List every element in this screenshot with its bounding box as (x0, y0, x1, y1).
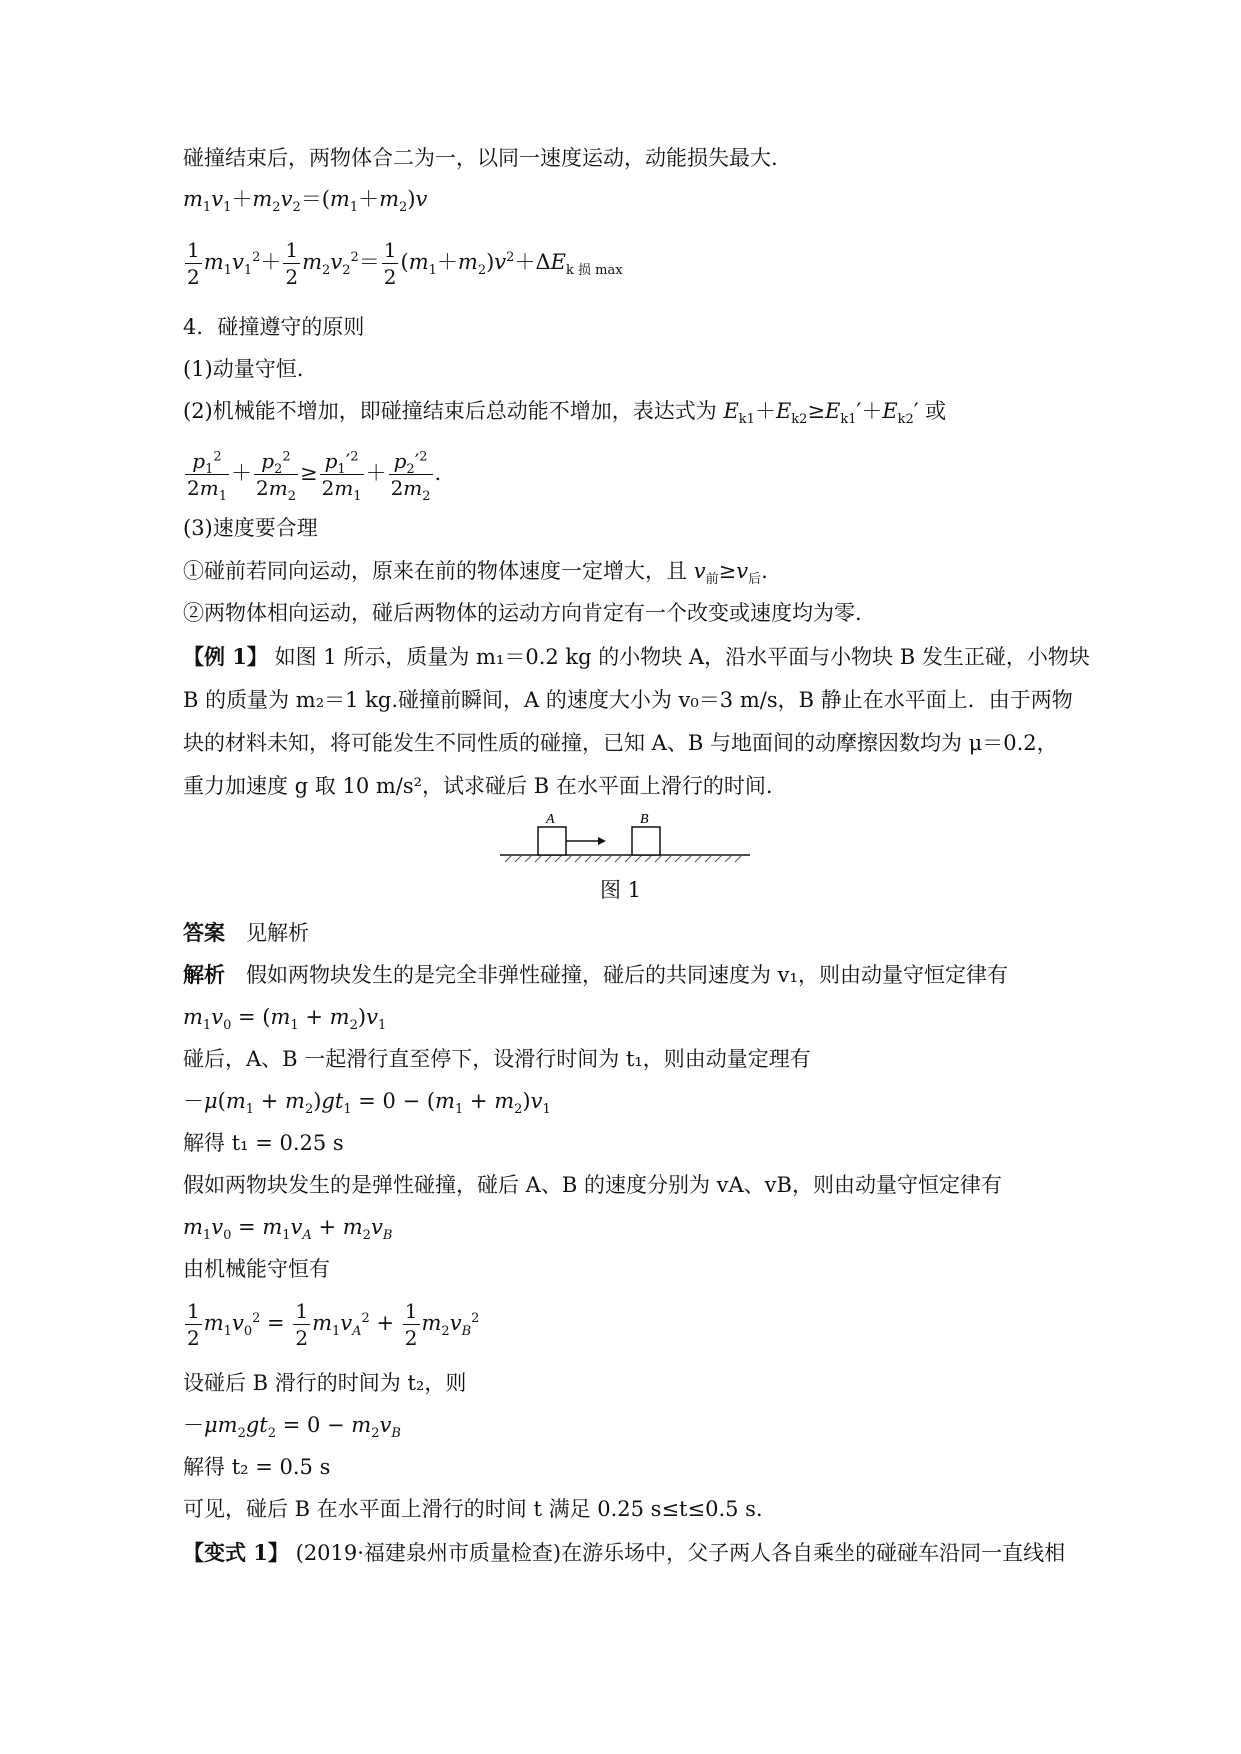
text-line: (2)机械能不增加，即碰撞结束后总动能不增加，表达式为 $E_{k1}+E_{k2}\ge E_{k1}'+E_{k2}'$ 或 (183, 399, 947, 428)
text-line: (3)速度要合理 (183, 516, 318, 540)
block-a-label: A (546, 812, 555, 827)
text-line: ②两物体相向运动，碰后两物体的运动方向肯定有一个改变或速度均为零. (183, 601, 862, 625)
example-line: 块的材料未知，将可能发生不同性质的碰撞，已知 A、B 与地面间的动摩擦因数均为 μ＝0.2， (183, 731, 1058, 755)
section-heading: 4．碰撞遵守的原则 (183, 315, 365, 339)
solution-line: 由机械能守恒有 (183, 1257, 330, 1281)
equation-line: $m_1v_0 = m_1v_A + m_2v_B$ (183, 1215, 393, 1244)
block-a (538, 827, 566, 855)
solution-line: 解得 t₁ = 0.25 s (183, 1131, 344, 1155)
equation-line: $-\mu m_2gt_2 = 0 - m_2v_B$ (183, 1413, 401, 1442)
solution-line: 假如两物块发生的是弹性碰撞，碰后 A、B 的速度分别为 vA、vB，则由动量守恒定律有 (183, 1173, 1002, 1197)
answer-line: 答案 见解析 (183, 920, 309, 945)
variant-line: 【变式 1】 (2019·福建泉州市质量检查)在游乐场中，父子两人各自乘坐的碰碰车沿同一直线相 (183, 1540, 1066, 1565)
text-line: 碰撞结束后，两物体合二为一，以同一速度运动，动能损失最大. (183, 146, 778, 170)
text-line: ①碰前若同向运动，原来在前的物体速度一定增大，且 $v_前\ge v_后$. (183, 559, 768, 588)
example-line: B 的质量为 m₂＝1 kg.碰撞前瞬间，A 的速度大小为 v₀＝3 m/s，B 静止在水平面上．由于两物 (183, 688, 1073, 712)
example-label: 【例 1】 (183, 644, 268, 669)
text-line: (1)动量守恒. (183, 357, 304, 381)
figure-caption: 图 1 (600, 878, 642, 902)
equation-energy-elastic: $\frac{1}{2}$ $m_1v_0^2$ = $\frac{1}{2}$ $m_1v_A^2$ + $\frac{1}{2}$ $m_2v_B^2$ (187, 1299, 480, 1350)
block-b (632, 827, 660, 855)
solution-line: 碰后，A、B 一起滑行直至停下，设滑行时间为 t₁，则由动量定理有 (183, 1047, 811, 1071)
block-b-label: B (640, 812, 649, 827)
solution-line: 解得 t₂ = 0.5 s (183, 1455, 331, 1479)
solution-line: 可见，碰后 B 在水平面上滑行的时间 t 满足 0.25 s≤t≤0.5 s. (183, 1497, 763, 1521)
equation-line: $-\mu(m_1 + m_2)gt_1 = 0 - (m_1 + m_2)v_1$ (183, 1089, 551, 1118)
equation-fraction: $\frac{p_1^2}{2m_1}$ ＋ $\frac{p_2^2}{2m_2}$ ≥ $\frac{p_1'^2}{2m_1}$ ＋ $\frac{p_2'^2}{2m_2}$ . (187, 449, 442, 504)
example-line: 重力加速度 g 取 10 m/s²，试求碰后 B 在水平面上滑行的时间. (183, 774, 773, 798)
example-line: 【例 1】 如图 1 所示，质量为 m₁＝0.2 kg 的小物块 A，沿水平面与小物块 B 发生正碰，小物块 (183, 644, 1090, 669)
equation-energy: $\frac{1}{2}$ $m_1v_1^2+$ $\frac{1}{2}$ $m_2v_2^2=$ $\frac{1}{2}$ $(m_1+m_2)v^2+\Delta E_{k 损 max}$ (187, 238, 623, 289)
equation-momentum: $m_1v_1+m_2v_2=(m_1+m_2)v$ (183, 187, 428, 216)
equation-line: $m_1v_0 = (m_1 + m_2)v_1$ (183, 1005, 387, 1034)
figure-blocks (500, 805, 750, 865)
solution-line: 解析 假如两物块发生的是完全非弹性碰撞，碰后的共同速度为 v₁，则由动量守恒定律有 (183, 962, 1008, 987)
solution-line: 设碰后 B 滑行的时间为 t₂，则 (183, 1371, 467, 1395)
